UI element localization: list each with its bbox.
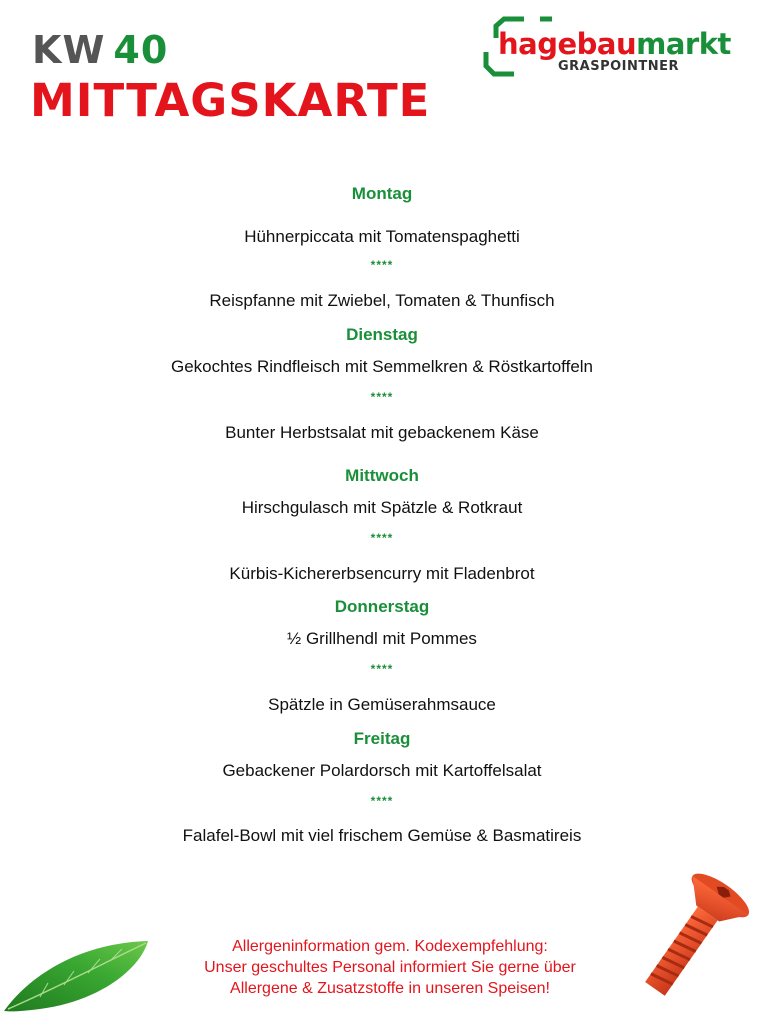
- week-prefix: KW: [32, 28, 106, 72]
- leaf-icon: [0, 935, 160, 1014]
- allergy-line-3: Allergene & Zusatzstoffe in unseren Speisen!: [230, 980, 550, 997]
- page-title: MITTAGSKARTE: [30, 74, 431, 127]
- dish-montag-2: Reispfanne mit Zwiebel, Tomaten & Thunfisch: [209, 291, 555, 310]
- day-heading-montag: Montag: [351, 184, 413, 203]
- day-heading-donnerstag: Donnerstag: [334, 597, 430, 616]
- dish-mittwoch-1: Hirschgulasch mit Spätzle & Rotkraut: [241, 498, 523, 517]
- logo-subtitle: GRASPOINTNER: [558, 59, 680, 74]
- dish-freitag-1: Gebackener Polardorsch mit Kartoffelsalat: [222, 761, 542, 780]
- dish-freitag-2: Falafel-Bowl mit viel frischem Gemüse & Basmatireis: [182, 826, 582, 845]
- logo-part-markt: markt: [636, 27, 731, 61]
- screw-icon: [612, 862, 752, 1002]
- allergy-notice: [140, 936, 640, 999]
- dish-mittwoch-2: Kürbis-Kichererbsencurry mit Fladenbrot: [229, 564, 535, 583]
- day-heading-freitag: Freitag: [353, 729, 411, 748]
- logo: [480, 16, 740, 80]
- week-label: [32, 28, 168, 72]
- logo-wordmark: [498, 28, 731, 60]
- dish-dienstag-1: Gekochtes Rindfleisch mit Semmelkren & Röstkartoffeln: [170, 357, 594, 376]
- dish-donnerstag-2: Spätzle in Gemüserahmsauce: [268, 695, 496, 714]
- logo-part-hagebau: hagebau: [498, 27, 637, 61]
- separator: ****: [370, 662, 394, 676]
- day-heading-mittwoch: Mittwoch: [345, 466, 419, 485]
- separator: ****: [370, 531, 394, 545]
- separator: ****: [370, 390, 394, 404]
- week-number: 40: [113, 28, 169, 72]
- day-heading-dienstag: Dienstag: [346, 325, 418, 344]
- separator: ****: [370, 258, 394, 272]
- dish-montag-1: Hühnerpiccata mit Tomatenspaghetti: [244, 227, 520, 246]
- separator: ****: [370, 794, 394, 808]
- dish-dienstag-2: Bunter Herbstsalat mit gebackenem Käse: [225, 423, 539, 442]
- allergy-line-2: Unser geschultes Personal informiert Sie gerne über: [204, 959, 576, 976]
- allergy-line-1: Allergeninformation gem. Kodexempfehlung:: [232, 938, 548, 955]
- dish-donnerstag-1: ½ Grillhendl mit Pommes: [287, 629, 477, 648]
